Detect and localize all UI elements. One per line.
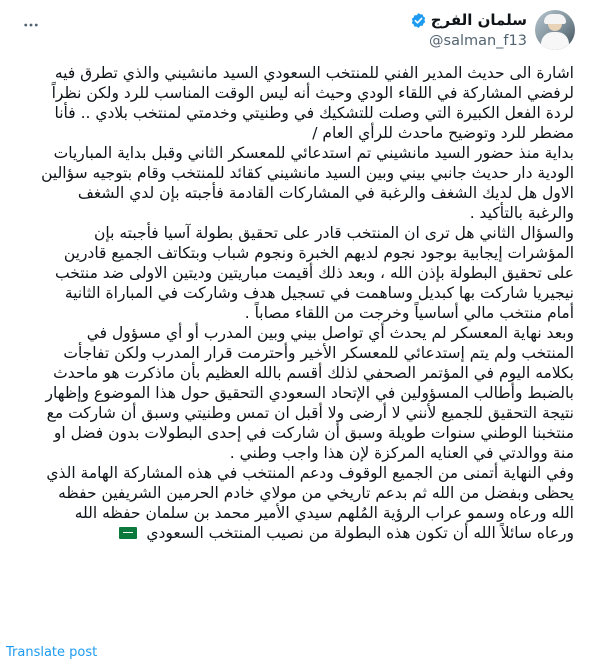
tweet-text [36,63,574,543]
tweet-paragraph: وبعد نهاية المعسكر لم يحدث أي تواصل بيني وبين المدرب أو أي مسؤول في المنتخب ولم يتم إستدعائي للمعسكر الأخير وأحترمت قرار المدرب ولكن تفاجأت بكلامه اليوم في المؤتمر الصحفي لذلك أقسم بالله العظيم بأن ماذكرت هو ماحدث بالضبط وأطالب المسؤولين في الإتحاد السعودي التحقيق حول هذا الموضوع وإظهار نتيجة التحقيق للجميع لأنني لا أرضى ولا أقبل ان تمس وطنيتي وسبق أن شاركت مع منتخبنا الوطني سنوات طويلة وسبق أن شاركت في إحدى البطولات بدون فضل او منة ووالدتي في العنايه المركزة لإن هذا واجب وطني . [45,324,574,462]
name-row [410,10,527,30]
avatar[interactable] [535,10,575,50]
verified-badge-icon [410,12,427,29]
translate-post-link[interactable]: Translate post [6,645,98,660]
more-options-button[interactable] [20,14,42,36]
tweet-paragraph: بداية منذ حضور السيد مانشيني تم استدعائي للمعسكر الثاني وقبل بداية المباريات الودية دار حديث جانبي بيني وبين السيد مانشيني كقائد للمنتخب وقام بتوجيه سؤالين الاول هل لديك الشغف والرغبة في المشاركات القادمة فأجبته بإن لدي الشغف والرغبة بالتأكيد . [41,144,574,222]
tweet-paragraph: والسؤال الثاني هل ترى ان المنتخب قادر على تحقيق بطولة آسيا فأجبته بإن المؤشرات إيجابية بوجود نجوم لديهم الخبرة ونجوم شباب وبتكاتف الجميع قادرين على تحقيق البطولة بإذن الله ، وبعد ذلك أقيمت مباريتين وديتين الاولى ضد منتخب نيجيريا شاركت بها كبديل وساهمت في تسجيل هدف وشاركت في المباراة الثانية أمام منتخب مالي أساسياً وخرجت من اللقاء مصاباً . [54,224,574,322]
more-options-icon [22,16,40,34]
saudi-flag-icon [119,527,137,539]
display-name[interactable]: سلمان الفرج [430,11,527,29]
tweet-paragraph: وفي النهاية أتمنى من الجميع الوقوف ودعم المنتخب في هذه المشاركة الهامة الذي يحظى وبفضل من الله ثم بدعم تاريخي من مولاي خادم الحرمين الشريفين حفظه الله ورعاه وسمو عراب الرؤية المُلهم سيدي الأمير محمد بن سلمان حفظه الله ورعاه سائلاً الله أن تكون هذه البطولة من نصيب المنتخب السعودي [46,464,574,542]
tweet-paragraph: اشارة الى حديث المدير الفني للمنتخب السعودي السيد مانشيني والذي تطرق فيه لرفضي المشاركة في اللقاء الودي وحيث أنه ليس الوقت المناسب للرد ولكن نظراً لردة الفعل الكبيرة التي وصلت للتشكيك في وطنيتي وخدمتي لمنتخب بلادي .. فأنا مضطر للرد وتوضيح ماحدث للرأي العام / [51,64,574,142]
avatar-headwear [544,14,566,24]
tweet-header [0,0,589,60]
tweet-paragraph-last [36,463,574,543]
avatar-body [541,32,569,50]
user-handle[interactable]: @salman_f13 [429,33,527,49]
